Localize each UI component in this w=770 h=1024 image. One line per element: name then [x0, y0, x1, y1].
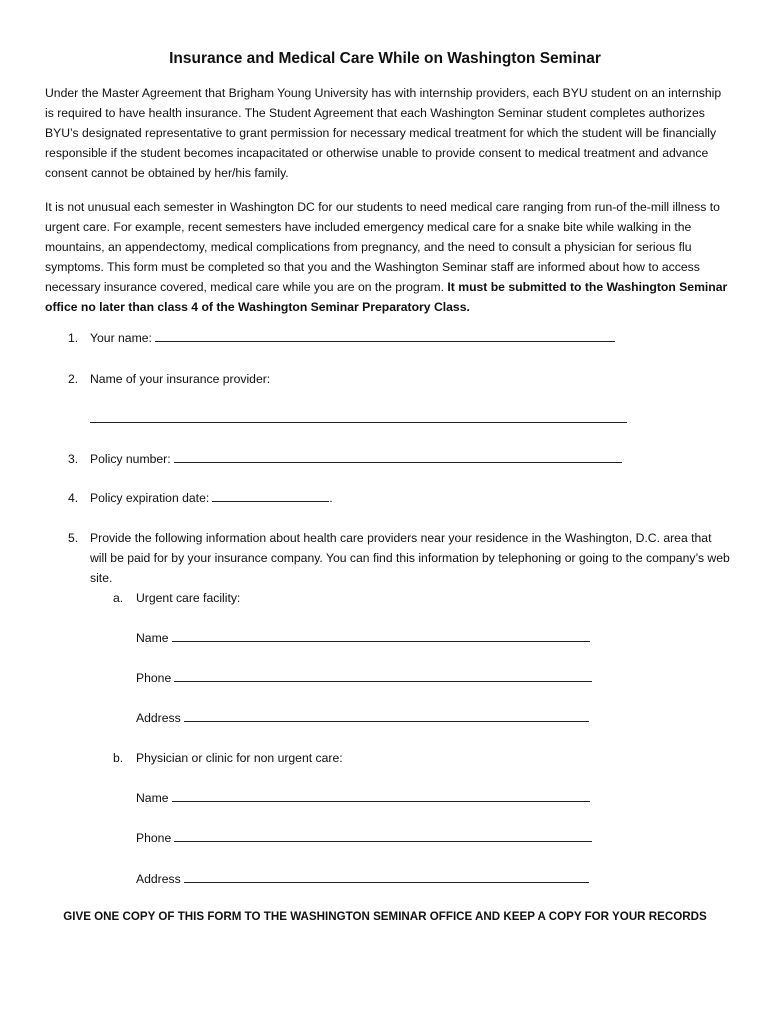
urgent-care-address-label: Address — [136, 711, 181, 725]
urgent-care-phone-row — [136, 668, 592, 688]
physician-name-field[interactable] — [172, 788, 590, 802]
physician-heading: Physician or clinic for non urgent care: — [136, 751, 343, 765]
urgent-care-phone-field[interactable] — [174, 668, 592, 682]
deadline-text: It must be submitted to the Washington Seminar office no later than class 4 of the Washington Seminar Preparatory Class. — [45, 280, 728, 314]
physician-address-row — [136, 869, 589, 889]
policy-number-field[interactable] — [174, 449, 622, 463]
intro-paragraph: Under the Master Agreement that Brigham Young University has with internship providers, each BYU student on an internship is required to have health insurance. The Student Agreement that each Washington Seminar student completes authorizes BYU’s designated representative to grant permission for necessary medical treatment for which the student will be financially responsible if the student becomes incapacitated or otherwise unable to provide consent to medical treatment and advance consent cannot be obtained by her/his family. — [45, 86, 722, 180]
physician-name-label: Name — [136, 791, 169, 805]
page-title: Insurance and Medical Care While on Washington Seminar — [169, 50, 601, 67]
item-number-3: 3. — [68, 452, 79, 466]
urgent-care-name-row — [136, 628, 590, 648]
urgent-care-address-field[interactable] — [184, 708, 589, 722]
policy-number-label: Policy number: — [90, 452, 171, 466]
urgent-care-name-field[interactable] — [172, 628, 590, 642]
item-number-1: 1. — [68, 331, 79, 345]
footer-instruction: GIVE ONE COPY OF THIS FORM TO THE WASHINGTON SEMINAR OFFICE AND KEEP A COPY FOR YOUR RECORDS — [63, 910, 707, 923]
physician-name-row — [136, 788, 590, 808]
sub-letter-b: b. — [113, 751, 124, 765]
physician-phone-label: Phone — [136, 831, 172, 845]
requirement-text: It is not unusual each semester in Washington DC for our students to need medical care ranging from run-of the-mill illness to urgent care. For example, recent semesters have included emergency medical care for a snake bite while walking in the mountains, an appendectomy, medical complications from pregnancy, and the need to consult a physician for serious flu symptoms. This form must be completed so that you and the Washington Seminar staff are informed about how to access necessary insurance covered, medical care while you are on the program. — [45, 200, 720, 294]
urgent-care-address-row — [136, 708, 589, 728]
physician-address-label: Address — [136, 872, 181, 886]
requirement-paragraph — [45, 197, 729, 317]
policy-expiration-field[interactable] — [212, 488, 329, 502]
urgent-care-phone-label: Phone — [136, 671, 172, 685]
policy-expiration-question — [90, 488, 333, 508]
physician-phone-field[interactable] — [174, 828, 592, 842]
insurance-provider-label: Name of your insurance provider: — [90, 372, 271, 386]
item-number-2: 2. — [68, 372, 79, 386]
name-question — [90, 328, 615, 348]
urgent-care-name-label: Name — [136, 631, 169, 645]
policy-expiration-label: Policy expiration date: — [90, 491, 210, 505]
name-field[interactable] — [155, 328, 615, 342]
insurance-provider-line — [90, 409, 627, 429]
item-number-5: 5. — [68, 531, 79, 545]
providers-instructions: Provide the following information about health care providers near your residence in the Washington, D.C. area that will be paid for by your insurance company. You can find this information by telephoning or going to the company’s web site. — [90, 531, 730, 585]
physician-address-field[interactable] — [184, 869, 589, 883]
policy-number-question — [90, 449, 622, 469]
item-number-4: 4. — [68, 491, 79, 505]
sub-letter-a: a. — [113, 591, 124, 605]
insurance-provider-field[interactable] — [90, 409, 627, 423]
physician-phone-row — [136, 828, 592, 848]
urgent-care-heading: Urgent care facility: — [136, 591, 241, 605]
policy-expiration-period: . — [329, 491, 333, 505]
name-label: Your name: — [90, 331, 152, 345]
